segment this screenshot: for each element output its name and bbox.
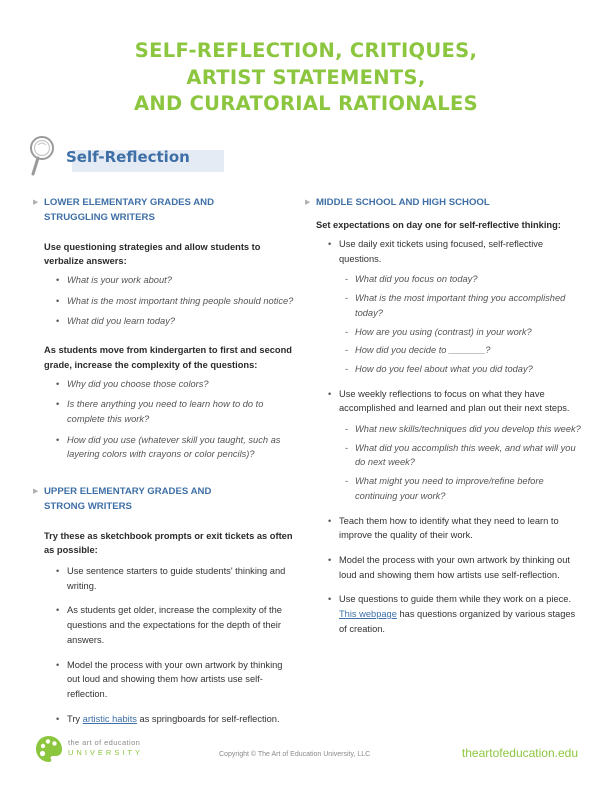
list-item: • Model the process with your own artwork by thinking out loud and showing them how artists use self-reflection. xyxy=(327,553,584,582)
caret-right-icon: ▶ xyxy=(33,488,39,496)
middle-high-items xyxy=(316,237,584,636)
list-item: • How did you use (whatever skill you taught, such as layering colors with crayons or color pencils)? xyxy=(55,433,294,462)
page-title xyxy=(0,38,612,118)
section-header xyxy=(26,133,202,177)
list-item: - How do you feel about what you did today? xyxy=(345,362,584,377)
footer xyxy=(0,734,612,770)
list-item: • What is the most important thing people should notice? xyxy=(55,294,294,309)
list-item: • Use weekly reflections to focus on what they have accomplished and learned and plan out their next steps. - What new skills/techniques did you develop this week? - What did you accomplish this week, and what will you do next week? - What might you need to improve/refine before continuing your work? xyxy=(327,387,584,504)
list-item: • Try artistic habits as springboards for self-reflection. xyxy=(55,712,294,727)
list-item: - What did you accomplish this week, and what will you do next week? xyxy=(345,441,584,470)
upper-elementary-heading: ▶ UPPER ELEMENTARY GRADES AND STRONG WRITERS xyxy=(33,486,212,513)
list-item: • Why did you choose those colors? xyxy=(55,377,294,392)
list-item: - How are you using (contrast) in your work? xyxy=(345,325,584,340)
brand-university: UNIVERSITY xyxy=(68,748,144,757)
brand-name: the art of education xyxy=(68,738,141,747)
list-item: • Use questions to guide them while they work on a piece. This webpage has questions organized by various stages of creation. xyxy=(327,592,584,636)
website-link[interactable]: theartofeducation.edu xyxy=(461,746,578,760)
list-item: • Is there anything you need to learn how to do to complete this work? xyxy=(55,397,294,426)
lower-elementary-heading: ▶ LOWER ELEMENTARY GRADES AND STRUGGLING WRITERS xyxy=(33,197,215,224)
weekly-questions xyxy=(339,422,584,504)
list-item: • Use sentence starters to guide students' thinking and writing. xyxy=(55,564,294,593)
list-item: - What did you focus on today? xyxy=(345,272,584,287)
section-title: Self-Reflection xyxy=(66,148,190,166)
list-item: • Teach them how to identify what they need to learn to improve the quality of their work. xyxy=(327,514,584,543)
middle-high-heading: ▶ MIDDLE SCHOOL AND HIGH SCHOOL xyxy=(316,195,584,210)
left-column xyxy=(33,195,294,726)
right-column xyxy=(305,195,584,636)
list-item: • What did you learn today? xyxy=(55,314,294,329)
upper-intro: Try these as sketchbook prompts or exit tickets as often as possible: xyxy=(44,530,293,556)
title-line-1: SELF-REFLECTION, CRITIQUES, xyxy=(134,39,478,62)
title-line-3: AND CURATORIAL RATIONALES xyxy=(133,92,478,115)
upper-items xyxy=(44,564,294,726)
title-line-2: ARTIST STATEMENTS, xyxy=(186,65,426,89)
lower-questions-2 xyxy=(44,377,294,463)
list-item: • What is your work about? xyxy=(55,273,294,288)
list-item: - What is the most important thing you accomplished today? xyxy=(345,291,584,320)
list-item: - How did you decide to _______? xyxy=(345,343,584,358)
lower-intro: Use questioning strategies and allow students to verbalize answers: xyxy=(44,241,261,267)
palette-logo-icon xyxy=(34,734,64,764)
copyright: Copyright © The Art of Education University, LLC xyxy=(219,751,371,758)
magnifying-glass-icon xyxy=(26,133,66,179)
lower-questions xyxy=(44,273,294,329)
daily-questions xyxy=(339,272,584,376)
list-item: • Model the process with your own artwork by thinking out loud and showing them how artists use self-reflection. xyxy=(55,658,294,702)
lower-intro-2: As students move from kindergarten to first and second grade, increase the complexity of the questions: xyxy=(44,345,292,370)
middle-high-intro: Set expectations on day one for self-reflective thinking: xyxy=(316,220,561,231)
list-item: - What might you need to improve/refine before continuing your work? xyxy=(345,474,584,503)
artistic-habits-link[interactable]: artistic habits xyxy=(82,713,137,724)
list-item: • As students get older, increase the complexity of the questions and the expectations for the depth of their answers. xyxy=(55,603,294,647)
list-item: - What new skills/techniques did you develop this week? xyxy=(345,422,584,437)
list-item: • Use daily exit tickets using focused, self-reflective questions. - What did you focus on today? - What is the most important thing you accomplished today? - How are you using (contrast) in your work? - How did you decide to _______? - How do you feel about what you did today? xyxy=(327,237,584,377)
caret-right-icon: ▶ xyxy=(33,199,39,206)
caret-right-icon: ▶ xyxy=(305,199,311,206)
this-webpage-link[interactable]: This webpage xyxy=(339,609,397,620)
